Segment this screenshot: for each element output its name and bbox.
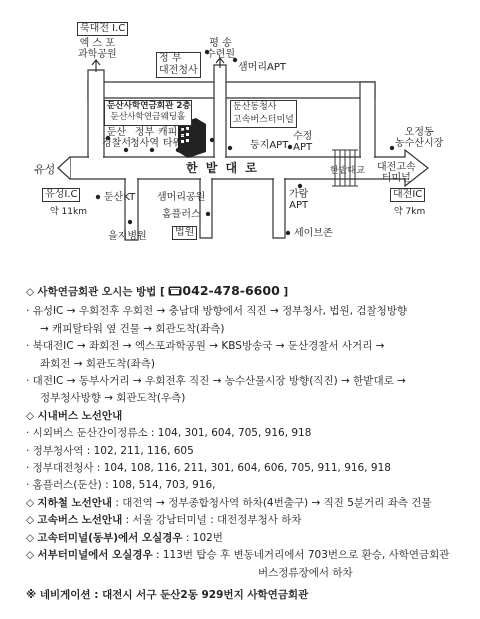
express-row bbox=[26, 512, 476, 529]
capital-tower-label: 캐피탈 타워 bbox=[158, 127, 187, 149]
sujeong-apt-label: 수정 APT bbox=[293, 131, 313, 153]
top-road bbox=[88, 82, 375, 98]
samori-park-label: 샘머리공원 bbox=[157, 192, 206, 203]
east-terminal-text: : 102번 bbox=[182, 531, 223, 544]
ojeongdong-market-label: 오정동 농수산시장 bbox=[395, 127, 444, 149]
yuseong-distance: 약 11km bbox=[50, 207, 87, 217]
building-name: 둔산사학연금회관 2층 bbox=[107, 101, 191, 111]
bus-title: 시내버스 노선안내 bbox=[37, 409, 123, 422]
subway-text: : 대전역 → 정부종합청사역 하차(4번출구) → 직진 5분거리 좌측 건물 bbox=[112, 496, 432, 509]
bus-line-1: · 시외버스 둔산간이정류소 : 104, 301, 604, 705, 916, 918 bbox=[26, 427, 312, 440]
subway-row bbox=[26, 495, 476, 512]
samori-apt-top-label: 샘머리APT bbox=[238, 62, 286, 73]
road-s bbox=[200, 179, 212, 238]
road-center bbox=[214, 65, 226, 157]
directions-heading bbox=[26, 282, 476, 301]
west-arrow bbox=[58, 157, 70, 179]
diamond-bullet-icon: ◇ bbox=[26, 286, 35, 298]
express-title: 고속버스 노선안내 bbox=[37, 514, 123, 527]
pyeongsong-label: 평 송 수련원 bbox=[206, 38, 235, 60]
direction-yuseong-line2: → 캐피탈타워 옆 건물 → 회관도착(좌측) bbox=[40, 322, 225, 335]
location-map bbox=[0, 0, 480, 270]
dunsan-kt-label: 둔산KT bbox=[104, 192, 136, 203]
diamond-bullet-icon: ◇ bbox=[26, 531, 35, 544]
direction-daejeon-line2: 정부청사방향 → 회관도착(우측) bbox=[40, 392, 186, 405]
road-se bbox=[273, 179, 285, 238]
diamond-bullet-icon: ◇ bbox=[26, 496, 35, 509]
directions-info bbox=[26, 282, 476, 604]
subway-title: 지하철 노선안내 bbox=[37, 496, 113, 509]
daejeon-express-terminal-label: 대전고속 터미널 bbox=[377, 162, 416, 184]
building-label bbox=[104, 100, 192, 126]
yuseong-ic-label: 유성I.C bbox=[42, 188, 80, 202]
dunsan-police-label: 둔산 경찰서 bbox=[102, 127, 131, 149]
court-label: 법원 bbox=[172, 226, 197, 240]
government-complex-label: 정 부 대전청사 bbox=[156, 52, 201, 78]
direction-bukdaejeon-line2: 좌회전 → 회관도착(좌측) bbox=[40, 357, 155, 370]
building-sub-name: 둔산사학연금웨딩홀 bbox=[110, 112, 186, 122]
phone-number[interactable]: 042-478-6600 bbox=[182, 283, 280, 298]
west-terminal-line2: 버스정류장에서 하차 bbox=[258, 566, 353, 579]
dunji-apt-label: 둥지APT bbox=[250, 140, 289, 151]
navigation-address: ※ 네비게이션 : 대전시 서구 둔산2동 929번지 사학연금회관 bbox=[26, 588, 309, 601]
direction-daejeon-line1: · 대전IC → 동부사거리 → 우회전후 직진 → 농수산물시장 방향(직진) → 한밭대로 → bbox=[26, 375, 406, 388]
hanbat-road-label: 한 밭 대 로 bbox=[186, 161, 259, 175]
yuseong-label: 유성 bbox=[34, 163, 56, 176]
hanbat-bridge-label: 한밭대교 bbox=[330, 166, 365, 176]
west-terminal-title: 서부터미널에서 오실경우 bbox=[37, 549, 153, 562]
daejeon-ic-label: 대전IC bbox=[390, 188, 425, 202]
daejeon-distance: 약 7km bbox=[394, 207, 426, 217]
expo-park-label: 엑 스 포 과학공원 bbox=[78, 38, 117, 60]
express-text: : 서울 강남터미널 : 대전정부청사 하차 bbox=[122, 514, 302, 527]
bus-line-2: · 정부청사역 : 102, 211, 116, 605 bbox=[26, 444, 194, 457]
bus-line-4: · 홈플러스(둔산) : 108, 514, 703, 916, bbox=[26, 479, 216, 492]
bus-line-3: · 정부대전청사 : 104, 108, 116, 211, 301, 604, 606, 705, 911, 916, 918 bbox=[26, 462, 391, 475]
saveson-label: 세이브존 bbox=[294, 228, 333, 239]
bukdaejeon-ic-label: 북대전 I.C bbox=[77, 22, 128, 36]
bus-heading bbox=[26, 408, 476, 425]
homeplus-label: 홈플러스 bbox=[162, 209, 201, 220]
eulji-hospital-label: 을지병원 bbox=[108, 231, 147, 242]
west-terminal-row bbox=[26, 547, 476, 564]
directions-close: ] bbox=[279, 286, 289, 298]
east-terminal-title: 고속터미널(동부)에서 오실경우 bbox=[37, 531, 183, 544]
gov-station-label: 정부 청사역 bbox=[130, 127, 159, 149]
diamond-bullet-icon: ◇ bbox=[26, 409, 35, 422]
directions-title: 사학연금회관 오시는 방법 [ bbox=[37, 286, 169, 298]
dunsan-terminal-label: 둔산동청사 고속버스터미널 bbox=[230, 100, 297, 128]
west-terminal-text: : 113번 탑승 후 변동네거리에서 703번으로 환승, 사학연금회관 bbox=[152, 549, 450, 562]
east-terminal-row bbox=[26, 530, 476, 547]
diamond-bullet-icon: ◇ bbox=[26, 514, 35, 527]
direction-bukdaejeon-line1: · 북대전IC → 좌회전 → 엑스포과학공원 → KBS방송국 → 둔산경찰서 사거리 → bbox=[26, 340, 385, 353]
direction-yuseong-line1: · 유성IC → 우회전후 우회전 → 충남대 방향에서 직진 → 정부청사, 법원, 검찰청방향 bbox=[26, 305, 408, 318]
telephone-icon bbox=[168, 286, 182, 296]
garam-apt-label: 가람 APT bbox=[289, 189, 309, 211]
diamond-bullet-icon: ◇ bbox=[26, 549, 35, 562]
